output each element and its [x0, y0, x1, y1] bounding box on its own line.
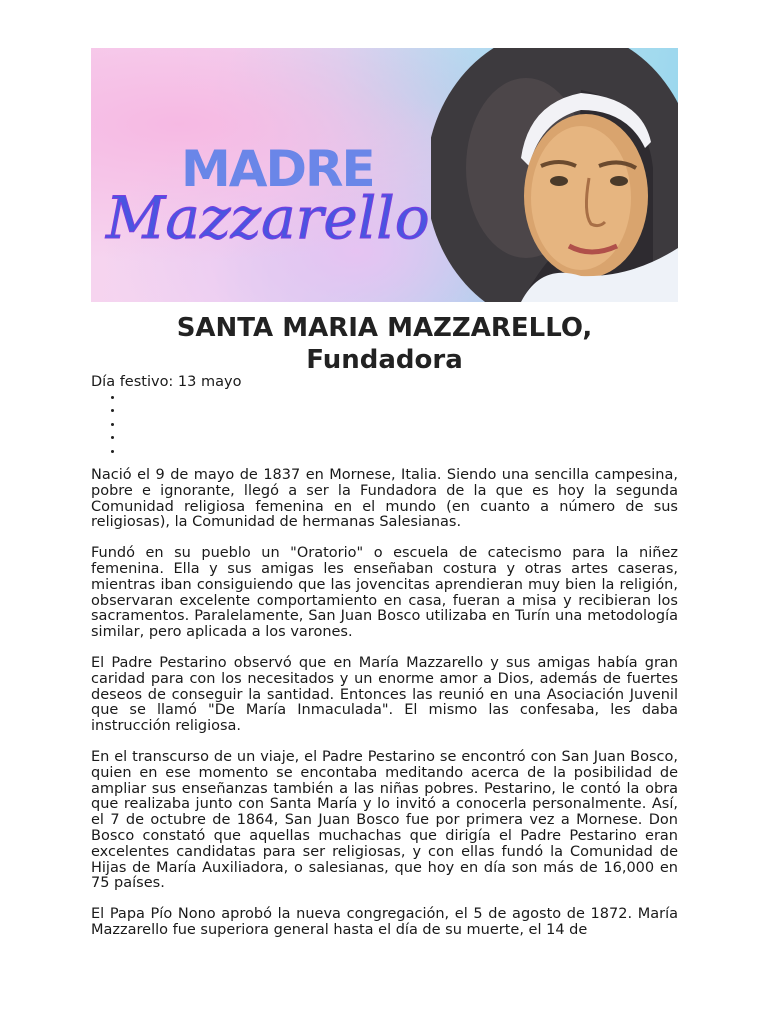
banner-script-lettering [101, 148, 451, 278]
feast-day: Día festivo: 13 mayo [91, 374, 242, 390]
page-title-line2: Fundadora [306, 345, 463, 375]
page-title-line1: SANTA MARIA MAZZARELLO, [176, 313, 593, 343]
paragraph: Nació el 9 de mayo de 1837 en Mornese, Italia. Siendo una sencilla campesina, pobre e ignorante, llegó a ser la Fundadora de la que es hoy la segunda Comunidad religiosa femenina en el mundo (en cuanto a número de sus religiosas), la Comunidad de hermanas Salesianas. [91, 467, 678, 531]
portrait-illustration [431, 48, 678, 302]
header-banner-image [91, 48, 678, 302]
paragraph: En el transcurso de un viaje, el Padre Pestarino se encontró con San Juan Bosco, quien en ese momento se encontaba meditando acerca de la posibilidad de ampliar sus enseñanzas también a las niñas pobres. Pestarino, le contó la obra que realizaba junto con Santa María y lo invitó a conocerla personalmente. Así, el 7 de octubre de 1864, San Juan Bosco fue por primera vez a Mornese. Don Bosco constató que aquellas muchachas que dirigía el Padre Pestarino eran excelentes candidatas para ser religiosas, y con ellas fundó la Comunidad de Hijas de María Auxiliadora, o salesianas, que hoy en día son más de 16,000 en 75 países. [91, 748, 678, 892]
banner-title: MADRE [181, 140, 374, 198]
paragraph: Fundó en su pueblo un "Oratorio" o escuela de catecismo para la niñez femenina. Ella y sus amigas les enseñaban costura y otras artes caseras, mientras iban consiguiendo que las jovencitas aprendieran muy bien la religión, observaran excelente comportamiento en casa, fueran a misa y recibieran los sacramentos. Paralelamente, San Juan Bosco utilizaba en Turín una metodología similar, pero aplicada a los varones. [91, 545, 678, 641]
svg-text:Mazzarello: Mazzarello [106, 184, 430, 252]
paragraph: El Padre Pestarino observó que en María Mazzarello y sus amigas había gran caridad para con los necesitados y un enorme amor a Dios, además de fuertes deseos de conseguir la santidad. Entonces las reunió en una Asociación Juvenil que se llamó "De María Inmaculada". El mismo las confesaba, les daba instrucción religiosa. [91, 654, 678, 735]
page-title [91, 312, 678, 376]
paragraph: El Papa Pío Nono aprobó la nueva congregación, el 5 de agosto de 1872. María Mazzarello fue superiora general hasta el día de su muerte, el 14 de [91, 906, 678, 938]
article-body [91, 468, 678, 954]
